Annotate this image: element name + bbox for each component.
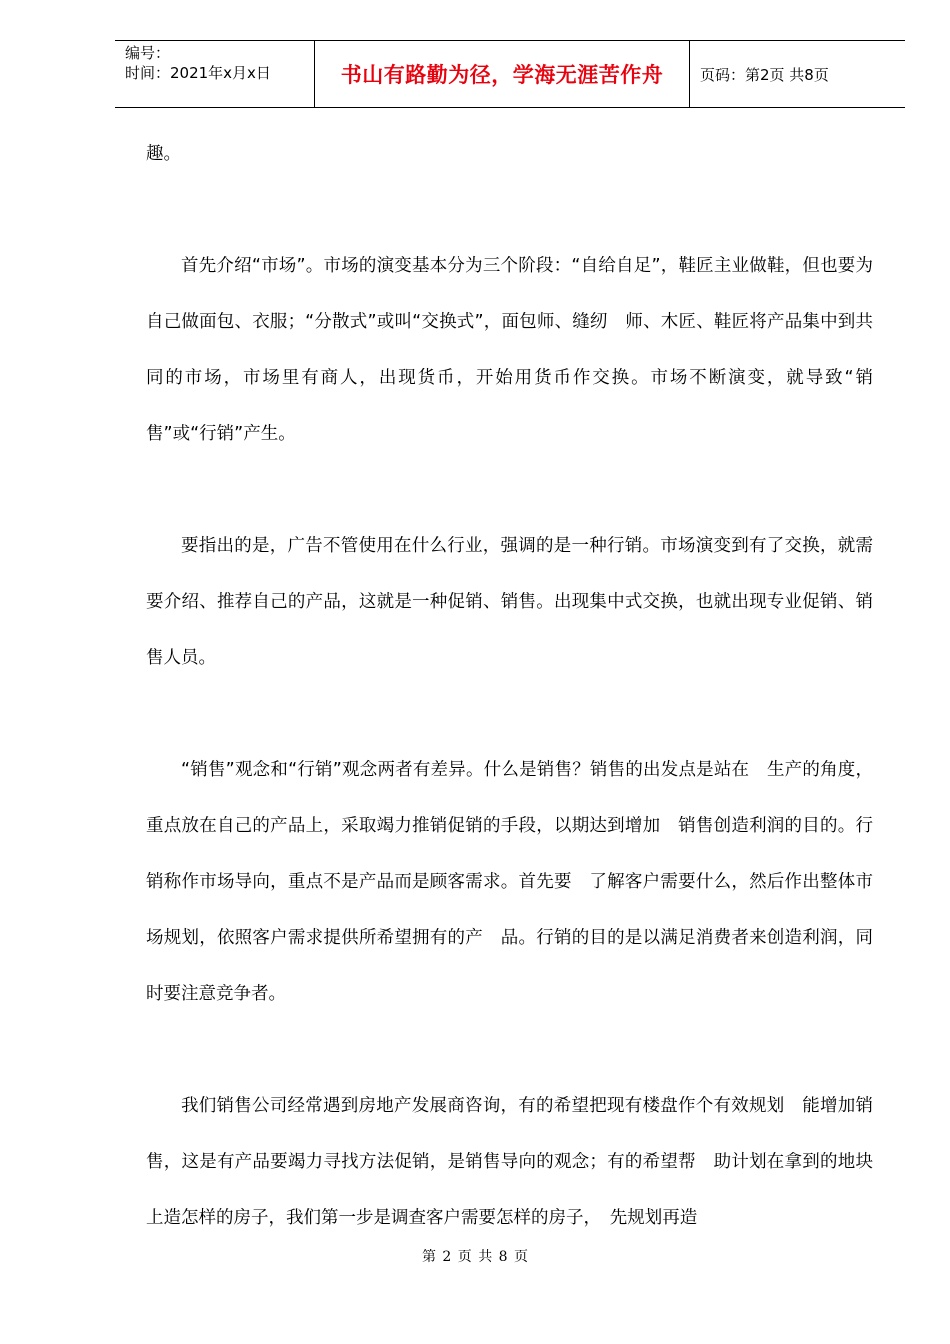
paragraph-market: 首先介绍“市场”。市场的演变基本分为三个阶段：“自给自足”，鞋匠主业做鞋，但也要为自己做面包、衣服；“分散式”或叫“交换式”，面包师、缝纫 师、木匠、鞋匠将产品集中到共同的市场，市场里有商人，出现货币，开始用货币作交换。市场不断演变，就导致“销售”或“行销”产生。: [146, 256, 873, 444]
document-body: [146, 126, 873, 1246]
header-page-label: 页码：第2页 共8页: [700, 65, 829, 84]
header-meta-cell: [115, 41, 315, 107]
time-label: 时间：2021年x月x日: [125, 64, 271, 82]
paragraph-real-estate: 我们销售公司经常遇到房地产发展商咨询，有的希望把现有楼盘作个有效规划 能增加销售，这是有产品要竭力寻找方法促销，是销售导向的观念；有的希望帮 助计划在拿到的地块上造怎样的房子，我们第一步是调查客户需要怎样的房子， 先规划再造: [146, 1096, 873, 1228]
page-footer: 第 2 页 共 8 页: [421, 1249, 529, 1265]
paragraph-continuation: 趣。: [146, 144, 181, 164]
header-motto: 书山有路勤为径，学海无涯苦作舟: [315, 41, 690, 107]
page-header: [115, 40, 905, 108]
number-label: 编号：: [125, 44, 171, 62]
paragraph-sales-vs-marketing: “销售”观念和“行销”观念两者有差异。什么是销售？销售的出发点是站在 生产的角度，重点放在自己的产品上，采取竭力推销促销的手段，以期达到增加 销售创造利润的目的。行销称作市场导向，重点不是产品而是顾客需求。首先要 了解客户需要什么，然后作出整体市场规划，依照客户需求提供所希望拥有的产 品。行销的目的是以满足消费者来创造利润，同时要注意竞争者。: [146, 760, 873, 1004]
paragraph-advertising: 要指出的是，广告不管使用在什么行业，强调的是一种行销。市场演变到有了交换，就需要介绍、推荐自己的产品，这就是一种促销、销售。出现集中式交换，也就出现专业促销、销售人员。: [146, 536, 873, 668]
